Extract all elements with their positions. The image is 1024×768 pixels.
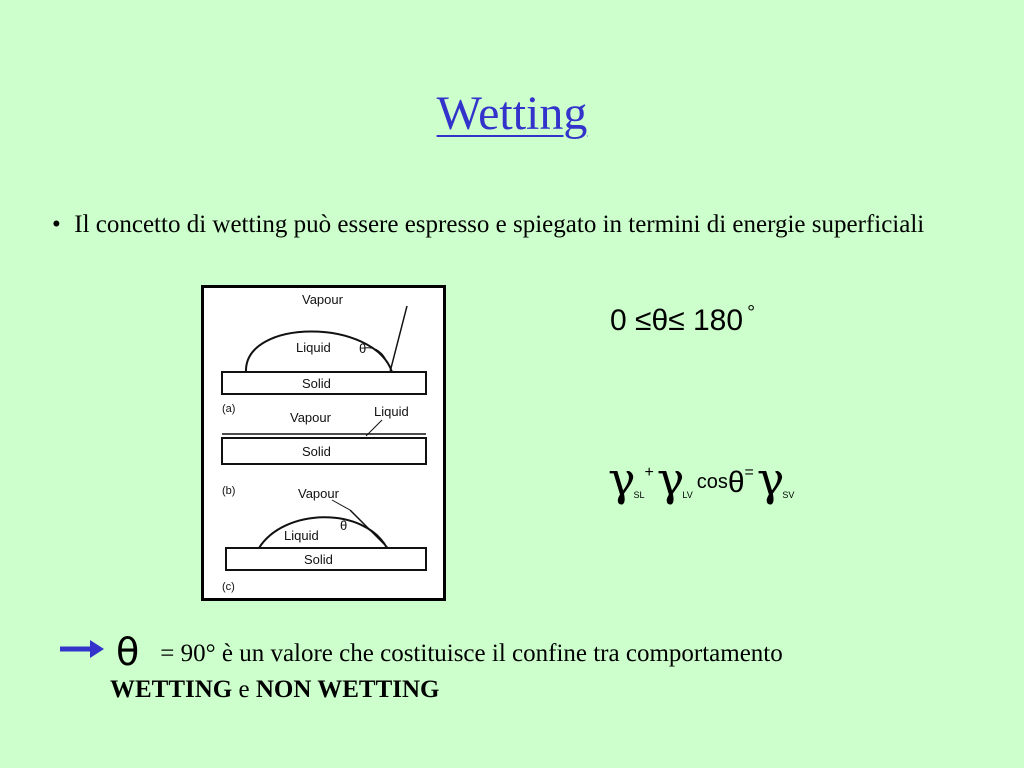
panel-c-droplet (259, 517, 387, 548)
panel-a-angle-arc (364, 348, 386, 360)
panel-b-solid-label: Solid (302, 444, 331, 459)
panel-b-vapour-label: Vapour (290, 410, 331, 425)
panel-b-liquid-label: Liquid (374, 404, 409, 419)
bullet-point (52, 206, 1008, 244)
note-wetting: WETTING (110, 676, 233, 703)
panel-a-liquid-label: Liquid (296, 340, 331, 355)
panel-a-vapour-label: Vapour (302, 292, 343, 307)
panel-a-tangent (390, 306, 407, 372)
range-degree: ° (747, 302, 756, 324)
range-high: 180 (693, 304, 744, 337)
panel-c-solid-label: Solid (304, 552, 333, 567)
note-conjunction: e (232, 676, 256, 703)
gamma-sl-subscript: SL (633, 490, 645, 500)
young-theta: θ (727, 466, 745, 499)
panel-c-vapour-pointer (332, 500, 350, 510)
range-low: 0 (610, 304, 627, 337)
panel-b-caption: (b) (222, 485, 236, 497)
note-non-wetting: NON WETTING (255, 676, 440, 703)
gamma-lv-subscript: LV (682, 490, 693, 500)
gamma-lv-symbol: γ (656, 452, 685, 506)
contact-angle-range (610, 304, 755, 338)
panel-c-vapour-label: Vapour (298, 486, 339, 501)
panel-c-tangent (350, 510, 388, 548)
panel-a-solid-label: Solid (302, 376, 331, 391)
arrow-right-icon (58, 638, 106, 660)
panel-c-theta-label: θ (340, 518, 348, 533)
panel-c-caption: (c) (222, 581, 235, 593)
range-op1: ≤ (635, 304, 652, 337)
note-theta: θ (116, 630, 140, 674)
threshold-note (110, 630, 870, 708)
slide-title: Wetting (436, 87, 588, 140)
gamma-sl-symbol: γ (608, 452, 636, 506)
range-theta: θ (651, 304, 669, 337)
equals-sign: = (744, 464, 754, 481)
plus-sign: + (644, 464, 654, 481)
panel-c-liquid-label: Liquid (284, 528, 319, 543)
panel-a-caption: (a) (222, 403, 236, 415)
gamma-sv-subscript: SV (782, 490, 795, 500)
bullet-text: Il concetto di wetting può essere espresso e spiegato in termini di energie superficiali (74, 211, 925, 238)
figure-drawing (204, 288, 443, 598)
note-text: = 90° è un valore che costituisce il confine tra comportamento (160, 640, 783, 667)
gamma-sv-symbol: γ (756, 452, 785, 506)
bullet-marker: • (52, 211, 61, 238)
panel-a-theta-label: θ (359, 341, 367, 356)
cos-label: cos (696, 471, 728, 493)
young-equation (608, 452, 795, 506)
range-op2: ≤ (668, 304, 685, 337)
contact-angle-figure (201, 285, 446, 601)
